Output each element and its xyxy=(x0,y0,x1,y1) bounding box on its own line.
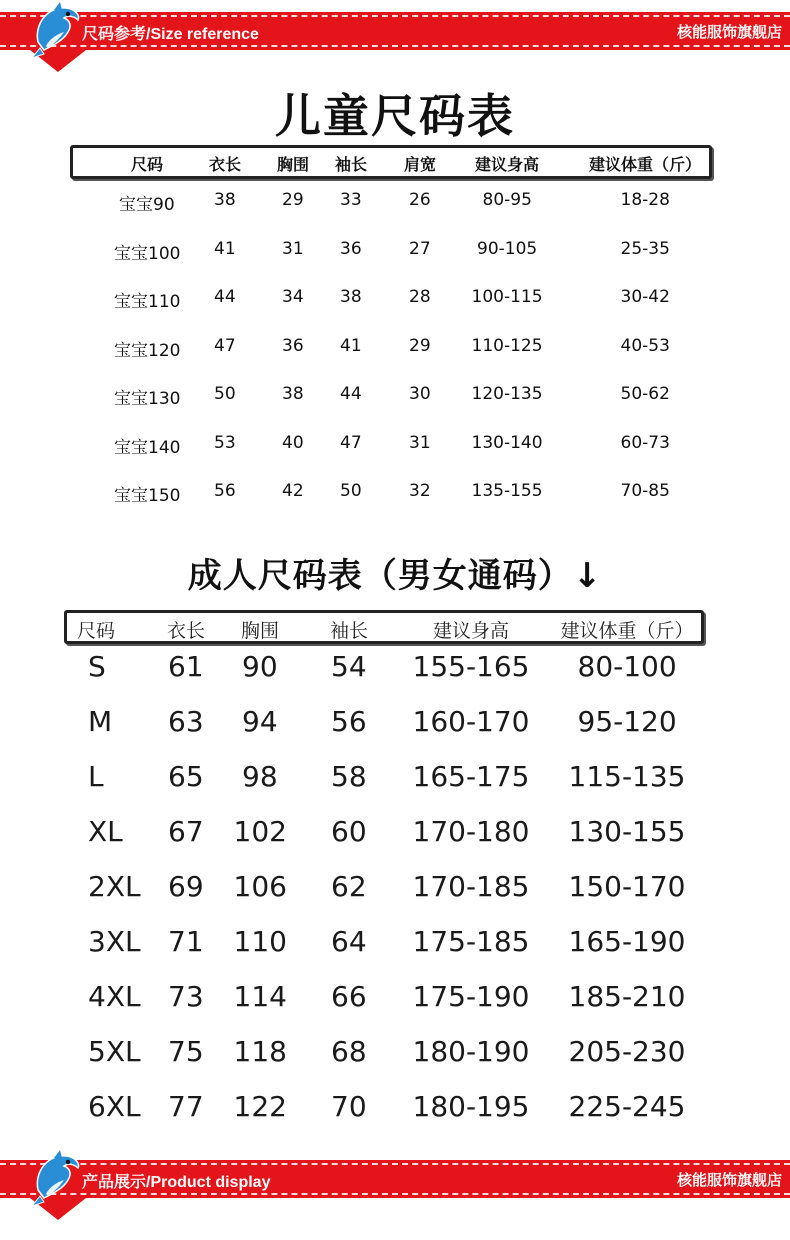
adult-row-cell: 6XL xyxy=(88,1090,141,1123)
kids-row-cell: 30-42 xyxy=(620,287,670,307)
kids-row-cell: 56 xyxy=(214,481,236,501)
adult-row-cell: 2XL xyxy=(88,870,141,903)
adult-row-cell: 3XL xyxy=(88,925,141,958)
banner-store-name: 核能服饰旗舰店 xyxy=(676,24,782,41)
adult-row-cell: 54 xyxy=(331,650,367,683)
adult-row-cell: 4XL xyxy=(88,980,141,1013)
kids-row-cell: 宝宝90 xyxy=(119,195,175,215)
adult-row-cell: 114 xyxy=(233,980,287,1013)
kids-row-cell: 32 xyxy=(409,481,431,501)
kids-row-cell: 50-62 xyxy=(620,384,670,404)
footer-store-name: 核能服饰旗舰店 xyxy=(676,1172,782,1189)
kids-row-cell: 40 xyxy=(282,432,304,453)
adult-row-cell: 150-170 xyxy=(568,870,686,903)
adult-row-cell: 98 xyxy=(242,760,278,793)
adult-row-cell: 102 xyxy=(233,815,287,848)
adult-size-table-title: 成人尺码表（男女通码）↓ xyxy=(187,556,603,596)
adult-row-cell: M xyxy=(88,705,113,738)
kids-row-cell: 28 xyxy=(409,287,431,307)
adult-row-cell: 64 xyxy=(331,925,367,958)
adult-row-cell: 175-185 xyxy=(412,925,530,958)
kids-row-cell: 36 xyxy=(340,238,362,259)
kids-header-cell: 袖长 xyxy=(335,155,368,174)
kids-row-cell: 110-125 xyxy=(471,335,543,356)
adult-row-cell: 160-170 xyxy=(412,705,530,738)
kids-row-cell: 宝宝120 xyxy=(114,340,181,361)
kids-row-cell: 50 xyxy=(214,384,236,404)
adult-row-cell: 175-190 xyxy=(412,980,530,1013)
kids-row-cell: 40-53 xyxy=(620,335,670,356)
kids-row-cell: 70-85 xyxy=(620,481,670,501)
kids-row-cell: 18-28 xyxy=(620,190,670,210)
kids-row-cell: 31 xyxy=(282,238,304,259)
adult-row-cell: 69 xyxy=(168,870,204,903)
adult-row-cell: 77 xyxy=(168,1090,204,1123)
adult-row-cell: 70 xyxy=(331,1090,367,1123)
adult-row-cell: 73 xyxy=(168,980,204,1013)
kids-row-cell: 90-105 xyxy=(477,238,538,259)
kids-row-cell: 29 xyxy=(409,335,431,356)
adult-row-cell: 58 xyxy=(331,760,367,793)
kids-row-cell: 宝宝150 xyxy=(114,486,181,506)
adult-row-cell: 165-190 xyxy=(568,925,686,958)
kids-header-cell: 肩宽 xyxy=(404,155,437,174)
kids-row-cell: 135-155 xyxy=(471,481,543,501)
kids-size-table-title: 儿童尺码表 xyxy=(275,89,515,143)
adult-row-cell: 155-165 xyxy=(412,650,530,683)
kids-header-cell: 胸围 xyxy=(277,155,310,174)
kids-row-cell: 41 xyxy=(214,238,236,259)
footer-left-text: 产品展示/Product display xyxy=(82,1174,271,1191)
kids-row-cell: 47 xyxy=(214,335,236,356)
kids-row-cell: 25-35 xyxy=(620,238,670,259)
adult-row-cell: 130-155 xyxy=(568,815,686,848)
adult-header-cell: 建议身高 xyxy=(433,620,510,642)
adult-row-cell: 180-190 xyxy=(412,1035,530,1068)
kids-row-cell: 27 xyxy=(409,238,431,259)
adult-row-cell: 170-185 xyxy=(412,870,530,903)
adult-row-cell: 65 xyxy=(168,760,204,793)
kids-row-cell: 36 xyxy=(282,335,304,356)
size-reference-banner xyxy=(0,12,790,50)
adult-row-cell: 170-180 xyxy=(412,815,530,848)
adult-row-cell: 122 xyxy=(233,1090,287,1123)
kids-row-cell: 34 xyxy=(282,287,304,307)
kids-row-cell: 120-135 xyxy=(471,384,543,404)
dolphin-logo-icon xyxy=(30,1150,82,1210)
kids-row-cell: 60-73 xyxy=(620,432,670,453)
adult-row-cell: 63 xyxy=(168,705,204,738)
kids-row-cell: 38 xyxy=(214,190,236,210)
kids-header-cell: 尺码 xyxy=(131,155,164,174)
kids-row-cell: 26 xyxy=(409,190,431,210)
adult-row-cell: 90 xyxy=(242,650,278,683)
adult-row-cell: 56 xyxy=(331,705,367,738)
adult-header-cell: 衣长 xyxy=(167,620,206,642)
adult-row-cell: 165-175 xyxy=(412,760,530,793)
kids-header-cell: 衣长 xyxy=(209,155,242,174)
kids-row-cell: 29 xyxy=(282,190,304,210)
adult-header-cell: 尺码 xyxy=(77,620,116,642)
product-display-banner xyxy=(0,1160,790,1198)
adult-row-cell: 110 xyxy=(233,925,287,958)
kids-row-cell: 100-115 xyxy=(471,287,543,307)
adult-header-cell: 胸围 xyxy=(241,620,280,642)
adult-row-cell: 180-195 xyxy=(412,1090,530,1123)
kids-row-cell: 宝宝110 xyxy=(114,292,181,312)
kids-row-cell: 53 xyxy=(214,432,236,453)
adult-header-cell: 袖长 xyxy=(330,620,369,642)
kids-row-cell: 44 xyxy=(340,384,362,404)
kids-row-cell: 33 xyxy=(340,190,362,210)
adult-row-cell: 71 xyxy=(168,925,204,958)
kids-row-cell: 宝宝140 xyxy=(114,437,181,458)
kids-row-cell: 宝宝130 xyxy=(114,389,181,409)
adult-row-cell: 118 xyxy=(233,1035,287,1068)
adult-row-cell: XL xyxy=(88,815,123,848)
adult-row-cell: 95-120 xyxy=(577,705,677,738)
adult-row-cell: 115-135 xyxy=(568,760,686,793)
banner-left-text: 尺码参考/Size reference xyxy=(82,26,259,43)
kids-row-cell: 80-95 xyxy=(482,190,532,210)
adult-row-cell: 205-230 xyxy=(568,1035,686,1068)
adult-row-cell: 60 xyxy=(331,815,367,848)
kids-row-cell: 30 xyxy=(409,384,431,404)
kids-row-cell: 31 xyxy=(409,432,431,453)
adult-row-cell: L xyxy=(88,760,104,793)
adult-row-cell: 80-100 xyxy=(577,650,677,683)
kids-row-cell: 44 xyxy=(214,287,236,307)
adult-row-cell: 94 xyxy=(242,705,278,738)
kids-header-cell: 建议体重（斤） xyxy=(589,155,702,174)
adult-row-cell: 5XL xyxy=(88,1035,141,1068)
adult-row-cell: 66 xyxy=(331,980,367,1013)
kids-row-cell: 130-140 xyxy=(471,432,543,453)
dolphin-logo-icon xyxy=(30,2,82,62)
adult-header-cell: 建议体重（斤） xyxy=(560,620,694,642)
adult-row-cell: 67 xyxy=(168,815,204,848)
kids-row-cell: 38 xyxy=(340,287,362,307)
kids-row-cell: 50 xyxy=(340,481,362,501)
kids-row-cell: 宝宝100 xyxy=(114,243,181,264)
adult-row-cell: 61 xyxy=(168,650,204,683)
adult-row-cell: 185-210 xyxy=(568,980,686,1013)
kids-row-cell: 47 xyxy=(340,432,362,453)
adult-row-cell: 225-245 xyxy=(568,1090,686,1123)
adult-row-cell: 68 xyxy=(331,1035,367,1068)
adult-row-cell: 75 xyxy=(168,1035,204,1068)
adult-row-cell: 106 xyxy=(233,870,287,903)
kids-header-cell: 建议身高 xyxy=(475,155,540,174)
adult-row-cell: 62 xyxy=(331,870,367,903)
kids-row-cell: 42 xyxy=(282,481,304,501)
kids-row-cell: 38 xyxy=(282,384,304,404)
kids-row-cell: 41 xyxy=(340,335,362,356)
adult-row-cell: S xyxy=(88,650,106,683)
